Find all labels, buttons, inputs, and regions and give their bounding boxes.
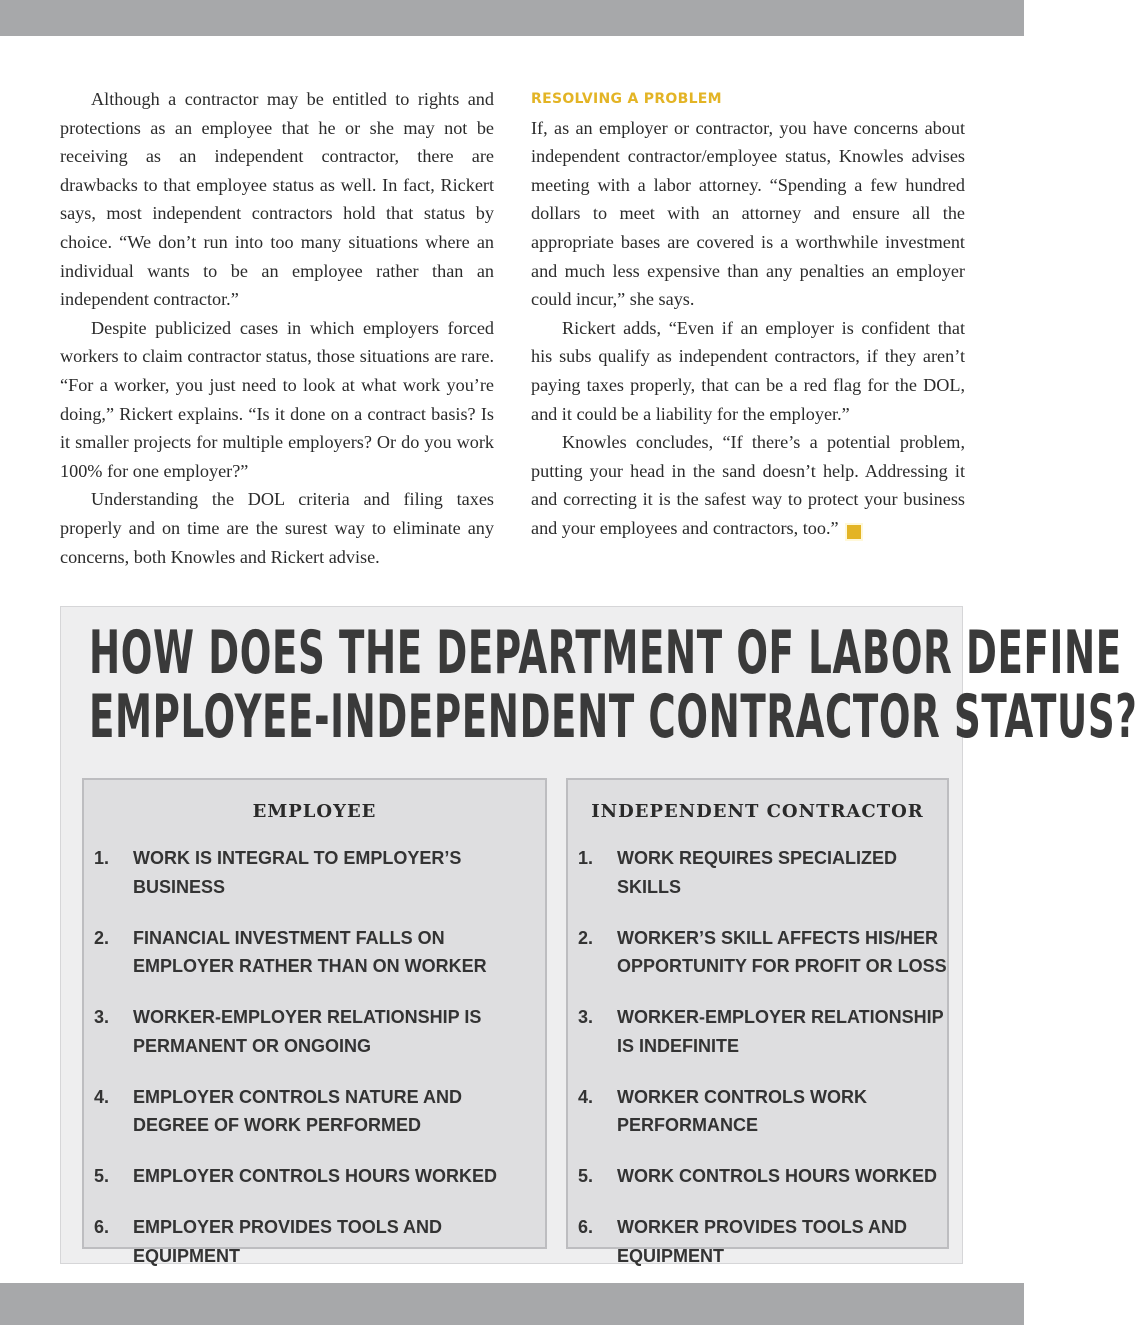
article-paragraph: Despite publicized cases in which employers forced workers to claim contractor status, those situations are rare. “For a worker, you just need to look at what work you’re doing,” Rickert explains. “Is it done on a contract basis? Is it smaller projects for multiple employers? Or do you work 100% for one employer?” — [60, 317, 494, 481]
criteria-item — [578, 924, 947, 981]
contractor-criteria-box — [566, 778, 949, 1266]
employee-heading: EMPLOYEE — [252, 801, 377, 822]
criteria-item — [94, 1162, 538, 1191]
contractor-criteria-list — [578, 844, 947, 1293]
item-text: WORK CONTROLS HOURS WORKED — [617, 1166, 937, 1186]
employee-criteria-list — [94, 844, 538, 1293]
criteria-item — [578, 1083, 947, 1140]
panel-title-line-1: HOW DOES THE DEPARTMENT OF LABOR DEFINE — [89, 618, 1122, 688]
criteria-item — [578, 1162, 947, 1191]
item-text: WORKER’S SKILL AFFECTS HIS/HER OPPORTUNITY FOR PROFIT OR LOSS — [617, 927, 947, 976]
criteria-item — [578, 1213, 947, 1270]
item-text: EMPLOYER CONTROLS NATURE AND DEGREE OF WORK PERFORMED — [133, 1086, 463, 1135]
bottom-bar — [0, 1283, 1024, 1325]
item-number: 4. — [578, 1086, 594, 1107]
article-paragraph: If, as an employer or contractor, you have concerns about independent contractor/employee status, Knowles advises meeting with a labor attorney. “Spending a few hundred dollars to meet with an attorney and ensure all the appropriate bases are covered is a worthwhile investment and much less expensive than any penalties an employer could incur,” she says. — [531, 117, 965, 310]
item-number: 6. — [578, 1217, 594, 1237]
item-number: 2. — [94, 927, 110, 948]
criteria-item — [578, 844, 947, 901]
criteria-item — [578, 1003, 947, 1060]
article-paragraph-last — [531, 428, 965, 542]
item-text: WORKER CONTROLS WORK PERFORMANCE — [617, 1086, 867, 1135]
item-text: WORKER-EMPLOYER RELATIONSHIP IS PERMANENT OR ONGOING — [133, 1007, 482, 1056]
criteria-item — [94, 1213, 538, 1270]
criteria-item — [94, 924, 538, 981]
item-number: 1. — [578, 848, 594, 868]
article-paragraph-text: Knowles concludes, “If there’s a potential problem, putting your head in the sand doesn’t help. Addressing it and correcting it is the safest way to protect your business and your employees and contractors, too.” — [531, 432, 965, 538]
article-paragraph: Rickert adds, “Even if an employer is confident that his subs qualify as independent contractors, if they aren’t paying taxes properly, that can be a red flag for the DOL, and it could be a liability for the employer.” — [531, 317, 965, 424]
article-paragraph: Understanding the DOL criteria and filing taxes properly and on time are the surest way to eliminate any concerns, both Knowles and Rickert advise. — [60, 489, 494, 567]
item-text: EMPLOYER CONTROLS HOURS WORKED — [133, 1166, 498, 1186]
item-text: WORKER-EMPLOYER RELATIONSHIP IS INDEFINITE — [617, 1007, 944, 1056]
end-mark-icon: B — [845, 523, 863, 541]
item-number: 5. — [578, 1166, 594, 1186]
section-subhead: RESOLVING A PROBLEM — [531, 91, 722, 107]
article-paragraph: Although a contractor may be entitled to rights and protections as an employee that he or she may not be receiving as an independent contractor, there are drawbacks to that employee status as well. In fact, Rickert says, most independent contractors hold that status by choice. “We don’t run into too many situations where an individual wants to be an employee rather than an independent contractor.” — [60, 89, 494, 310]
item-number: 6. — [94, 1217, 110, 1237]
panel-title-line-2: EMPLOYEE-INDEPENDENT CONTRACTOR STATUS? — [89, 682, 1137, 752]
item-text: WORK REQUIRES SPECIALIZED SKILLS — [617, 848, 898, 897]
criteria-item — [94, 1003, 538, 1060]
item-number: 2. — [578, 927, 594, 948]
article-right-column — [531, 85, 965, 543]
panel-title — [89, 618, 1137, 752]
employee-criteria-box — [82, 778, 547, 1266]
item-text: EMPLOYER PROVIDES TOOLS AND EQUIPMENT — [133, 1217, 443, 1266]
item-number: 1. — [94, 848, 110, 868]
item-number: 5. — [94, 1166, 110, 1186]
item-number: 4. — [94, 1086, 110, 1107]
top-bar — [0, 0, 1024, 36]
criteria-item — [94, 844, 538, 901]
item-number: 3. — [578, 1007, 594, 1027]
contractor-heading: INDEPENDENT CONTRACTOR — [591, 801, 924, 822]
item-text: FINANCIAL INVESTMENT FALLS ON EMPLOYER RATHER THAN ON WORKER — [133, 927, 487, 976]
item-number: 3. — [94, 1007, 110, 1027]
criteria-item — [94, 1083, 538, 1140]
dol-definition-panel — [60, 606, 1137, 1266]
item-text: WORK IS INTEGRAL TO EMPLOYER’S BUSINESS — [133, 848, 462, 897]
article-left-column — [60, 85, 494, 571]
item-text: WORKER PROVIDES TOOLS AND EQUIPMENT — [617, 1217, 908, 1266]
